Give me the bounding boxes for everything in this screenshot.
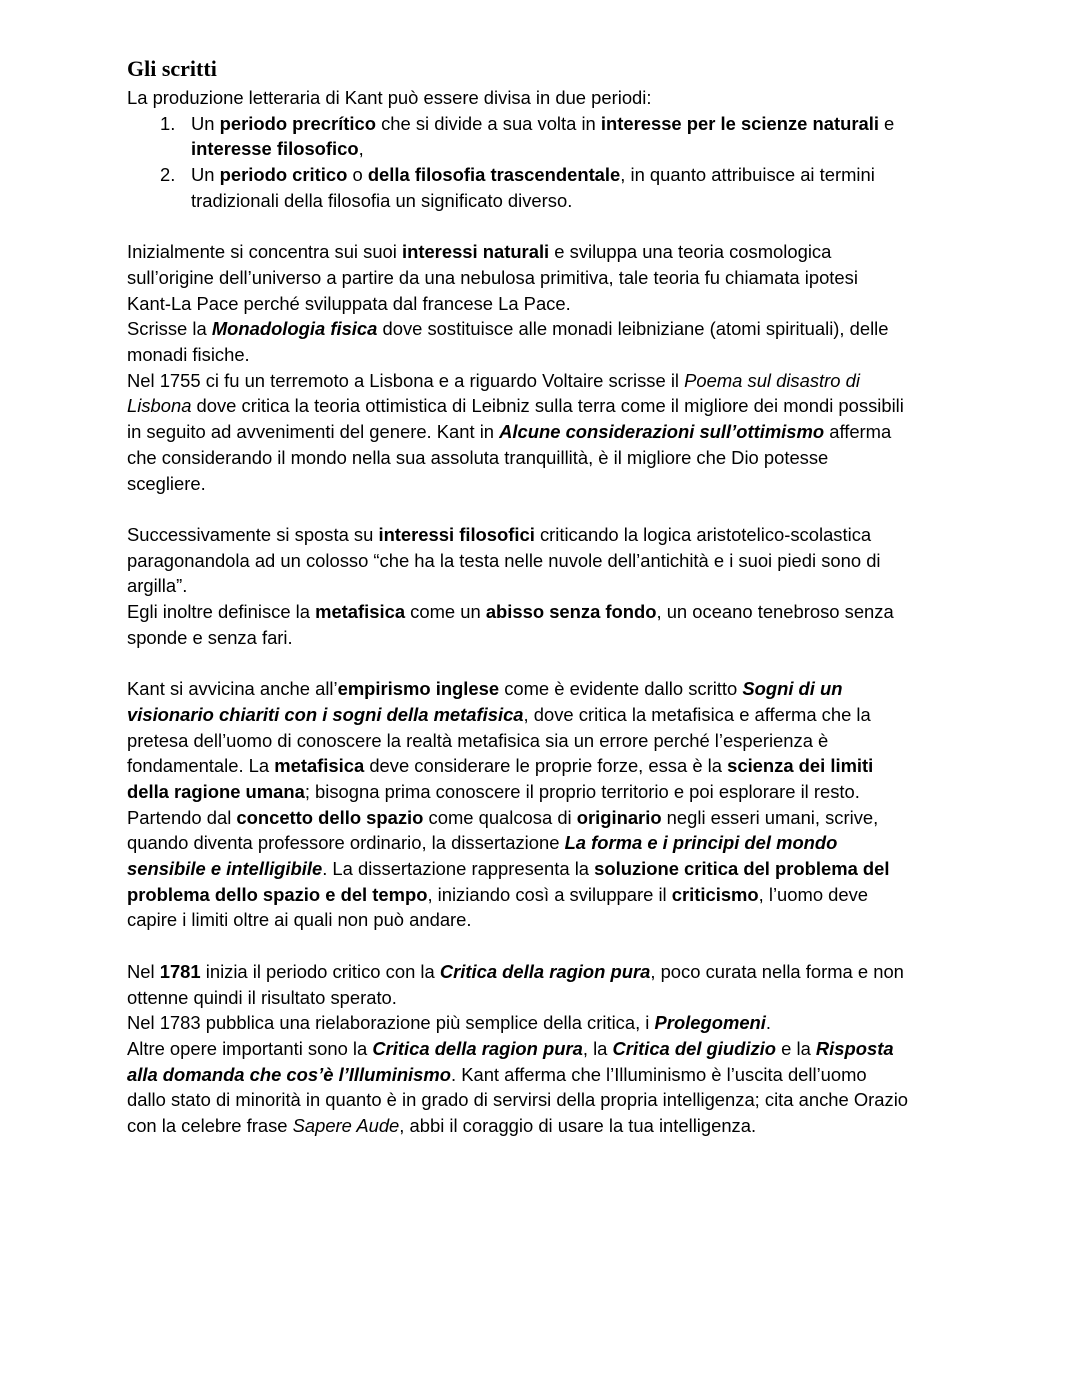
text-run: Partendo dal bbox=[127, 806, 237, 828]
text-run: sull’origine dell’universo a partire da una nebulosa primitiva, tale teoria fu chiamata ipotesi bbox=[127, 266, 858, 288]
text-run: ; bisogna prima conoscere il proprio territorio e poi esplorare il resto. bbox=[304, 780, 860, 802]
bold-text: scienza dei limiti bbox=[727, 755, 874, 777]
bold-text: abisso senza fondo bbox=[485, 601, 657, 623]
text-run: , dove critica la metafisica e afferma che la bbox=[523, 703, 871, 725]
bold-text: 1781 bbox=[159, 960, 201, 982]
text-run: , poco curata nella forma e non bbox=[650, 960, 904, 982]
bold-italic-text: Sogni di un bbox=[742, 678, 843, 700]
text-run: ottenne quindi il risultato sperato. bbox=[127, 986, 397, 1008]
paragraph bbox=[127, 599, 987, 650]
text-run: Un bbox=[191, 164, 220, 186]
paragraph bbox=[127, 676, 987, 805]
text-run: Scrisse la bbox=[127, 318, 212, 340]
text-run: dove critica la teoria ottimistica di Leibniz sulla terra come il migliore dei mondi possibili bbox=[191, 395, 904, 417]
bold-text: della ragione umana bbox=[127, 780, 305, 802]
text-run: Nel 1783 pubblica una rielaborazione più semplice della critica, i bbox=[127, 1012, 655, 1034]
spacer bbox=[127, 650, 987, 676]
text-run: Altre opere importanti sono la bbox=[127, 1037, 373, 1059]
text-run: . bbox=[765, 1012, 772, 1034]
text-run: quando diventa professore ordinario, la dissertazione bbox=[127, 832, 565, 854]
list-item bbox=[127, 162, 987, 213]
bold-italic-text: Alcune considerazioni sull’ottimismo bbox=[499, 421, 825, 443]
paragraph bbox=[127, 959, 987, 1010]
text-run: o bbox=[347, 164, 368, 186]
bold-text: originario bbox=[576, 806, 662, 828]
italic-text: Lisbona bbox=[127, 395, 192, 417]
text-run: , bbox=[358, 138, 364, 160]
bold-italic-text: Critica della ragion pura bbox=[372, 1037, 583, 1059]
bold-italic-text: Risposta bbox=[815, 1037, 894, 1059]
bold-text: interessi naturali bbox=[401, 241, 550, 263]
text-run: e la bbox=[776, 1037, 816, 1059]
text-run: tradizionali della filosofia un significato diverso. bbox=[191, 189, 573, 211]
italic-text: Sapere Aude bbox=[292, 1115, 400, 1137]
paragraph bbox=[127, 368, 987, 497]
bold-italic-text: sensibile e intelligibile bbox=[127, 858, 323, 880]
text-run: afferma bbox=[824, 421, 892, 443]
bold-text: criticismo bbox=[671, 883, 759, 905]
italic-text: Poema sul disastro di bbox=[684, 369, 860, 391]
bold-italic-text: Critica della ragion pura bbox=[439, 960, 651, 982]
text-run: dove sostituisce alle monadi leibniziane (atomi spirituali), delle bbox=[377, 318, 889, 340]
text-run: , iniziando così a sviluppare il bbox=[427, 883, 672, 905]
text-run: Nel bbox=[127, 960, 160, 982]
text-run: monadi fisiche. bbox=[127, 344, 250, 366]
text-run: deve considerare le proprie forze, essa è la bbox=[364, 755, 728, 777]
text-run: . La dissertazione rappresenta la bbox=[322, 858, 595, 880]
text-run: che si divide a sua volta in bbox=[375, 112, 601, 134]
text-run: Successivamente si sposta su bbox=[127, 523, 379, 545]
list-number: 2. bbox=[160, 164, 176, 186]
bold-text: periodo critico bbox=[219, 164, 348, 186]
text-run: e bbox=[878, 112, 895, 134]
text-run: inizia il periodo critico con la bbox=[200, 960, 440, 982]
text-run: . Kant afferma che l’Illuminismo è l’uscita dell’uomo bbox=[450, 1063, 867, 1085]
section-title: Gli scritti bbox=[127, 56, 217, 81]
bold-text: metafisica bbox=[315, 601, 406, 623]
bold-italic-text: alla domanda che cos’è l’Illuminismo bbox=[127, 1063, 451, 1085]
text-run: , un oceano tenebroso senza bbox=[656, 601, 894, 623]
text-run: come un bbox=[405, 601, 486, 623]
paragraph bbox=[127, 1036, 987, 1139]
text-run: , l’uomo deve bbox=[758, 883, 869, 905]
text-run: Nel 1755 ci fu un terremoto a Lisbona e a riguardo Voltaire scrisse il bbox=[127, 369, 685, 391]
text-run: argilla”. bbox=[127, 575, 188, 597]
document bbox=[127, 55, 987, 1139]
text-run: come qualcosa di bbox=[423, 806, 577, 828]
text-run: , in quanto attribuisce ai termini bbox=[620, 164, 875, 186]
bold-text: interesse per le scienze naturali bbox=[600, 112, 879, 134]
text-run: Kant si avvicina anche all’ bbox=[127, 678, 338, 700]
spacer bbox=[127, 933, 987, 959]
text-run: negli esseri umani, scrive, bbox=[661, 806, 879, 828]
text-run: Kant-La Pace perché sviluppata dal francese La Pace. bbox=[127, 292, 571, 314]
text-run: in seguito ad avvenimenti del genere. Kant in bbox=[127, 421, 500, 443]
bold-italic-text: Prolegomeni bbox=[654, 1012, 766, 1034]
paragraph bbox=[127, 522, 987, 599]
intro-paragraph bbox=[127, 85, 987, 111]
text-run: scegliere. bbox=[127, 472, 206, 494]
text-run: La produzione letteraria di Kant può essere divisa in due periodi: bbox=[127, 87, 652, 108]
paragraph bbox=[127, 805, 987, 934]
spacer bbox=[127, 496, 987, 522]
text-run: pretesa dell’uomo di conoscere la realtà metafisica sia un errore perché l’esperienza è bbox=[127, 729, 829, 751]
bold-text: della filosofia trascendentale bbox=[367, 164, 621, 186]
text-run: Un bbox=[191, 112, 220, 134]
text-run: che considerando il mondo nella sua assoluta tranquillità, è il migliore che Dio potesse bbox=[127, 446, 829, 468]
paragraph bbox=[127, 316, 987, 367]
text-run: e sviluppa una teoria cosmologica bbox=[549, 241, 832, 263]
bold-text: problema dello spazio e del tempo bbox=[127, 883, 428, 905]
text-run: dallo stato di minorità in quanto è in grado di servirsi della propria intelligenza; cita anche Orazio bbox=[127, 1089, 909, 1111]
text-run: criticando la logica aristotelico-scolastica bbox=[534, 523, 872, 545]
bold-text: interessi filosofici bbox=[378, 523, 535, 545]
text-run: fondamentale. La bbox=[127, 755, 275, 777]
bold-text: interesse filosofico bbox=[191, 138, 359, 160]
text-run: come è evidente dallo scritto bbox=[499, 678, 743, 700]
bold-text: metafisica bbox=[274, 755, 365, 777]
text-run: Egli inoltre definisce la bbox=[127, 601, 316, 623]
paragraph bbox=[127, 239, 987, 316]
text-run: , la bbox=[582, 1037, 613, 1059]
bold-text: periodo precrítico bbox=[219, 112, 376, 134]
periods-list bbox=[127, 111, 987, 214]
text-run: capire i limiti oltre ai quali non può andare. bbox=[127, 909, 472, 931]
list-item bbox=[127, 111, 987, 162]
spacer bbox=[127, 214, 987, 240]
text-run: paragonandola ad un colosso “che ha la testa nelle nuvole dell’antichità e i suoi piedi sono di bbox=[127, 549, 881, 571]
text-run: sponde e senza fari. bbox=[127, 626, 293, 648]
bold-italic-text: Monadologia fisica bbox=[211, 318, 378, 340]
bold-text: soluzione critica del problema del bbox=[594, 858, 890, 880]
bold-italic-text: visionario chiariti con i sogni della metafisica bbox=[127, 703, 524, 725]
bold-text: empirismo inglese bbox=[337, 678, 500, 700]
text-run: , abbi il coraggio di usare la tua intelligenza. bbox=[399, 1115, 757, 1137]
bold-text: concetto dello spazio bbox=[236, 806, 424, 828]
list-number: 1. bbox=[160, 112, 176, 134]
body-text bbox=[127, 214, 987, 1139]
paragraph bbox=[127, 1010, 987, 1036]
bold-italic-text: Critica del giudizio bbox=[612, 1037, 777, 1059]
text-run: Inizialmente si concentra sui suoi bbox=[127, 241, 402, 263]
bold-italic-text: La forma e i principi del mondo bbox=[564, 832, 838, 854]
text-run: con la celebre frase bbox=[127, 1115, 293, 1137]
